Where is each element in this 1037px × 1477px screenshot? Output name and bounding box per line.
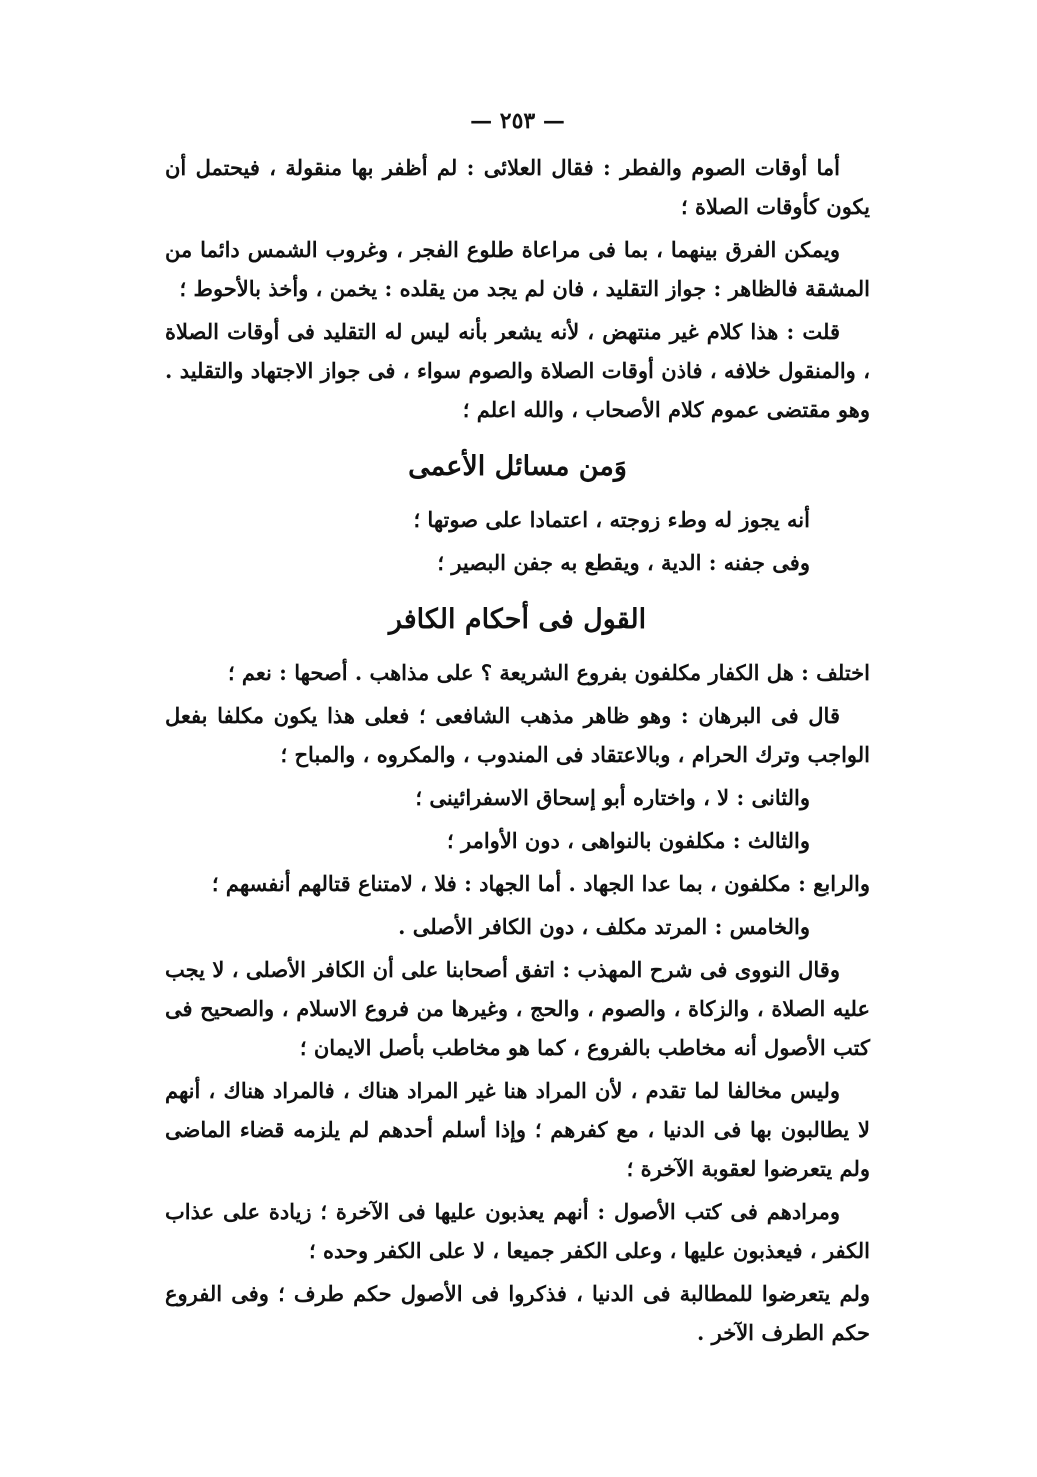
paragraph: والخامس : المرتد مكلف ، دون الكافر الأصلى .	[398, 914, 810, 939]
paragraph: قال فى البرهان : وهو ظاهر مذهب الشافعى ؛ فعلى هذا يكون مكلفا بفعل الواجب وترك الحرام ، وبالاعتقاد فى المندوب ، والمكروه ، والمباح ؛	[165, 703, 870, 767]
paragraph: أنه يجوز له وطء زوجته ، اعتمادا على صوتها ؛	[413, 507, 810, 532]
paragraph: والثالث : مكلفون بالنواهى ، دون الأوامر ؛	[447, 828, 810, 853]
section-heading-disbeliever: القول فى أحكام الكافر	[388, 604, 647, 635]
paragraph: وفى جفنه : الدية ، ويقطع به جفن البصير ؛	[437, 550, 810, 575]
section-disbeliever	[165, 653, 870, 1352]
paragraph: اختلف : هل الكفار مكلفون بفروع الشريعة ؟ على مذاهب . أصحها : نعم ؛	[227, 660, 870, 685]
section-blind	[165, 500, 870, 582]
document-page	[165, 108, 870, 1356]
section-heading-blind: وَمن مسائل الأعمى	[408, 451, 627, 482]
paragraph: والرابع : مكلفون ، بما عدا الجهاد . أما الجهاد : فلا ، لامتناع قتالهم أنفسهم ؛	[211, 871, 870, 896]
section-prayer-times	[165, 148, 870, 429]
paragraph: ومرادهم فى كتب الأصول : أنهم يعذبون عليها فى الآخرة ؛ زيادة على عذاب الكفر ، فيعذبون عليها ، وعلى الكفر جميعا ، لا على الكفر وحده ؛	[165, 1199, 870, 1263]
paragraph: وليس مخالفا لما تقدم ، لأن المراد هنا غير المراد هناك ، فالمراد هناك ، أنهم لا يطالبون بها فى الدنيا ، مع كفرهم ؛ وإذا أسلم أحدهم لم يلزمه قضاء الماضى ولم يتعرضوا لعقوبة الآخرة ؛	[165, 1078, 870, 1181]
paragraph: وقال النووى فى شرح المهذب : اتفق أصحابنا على أن الكافر الأصلى ، لا يجب عليه الصلاة ، والزكاة ، والصوم ، والحج ، وغيرها من فروع الاسلام ، والصحيح فى كتب الأصول أنه مخاطب بالفروع ، كما هو مخاطب بأصل الايمان ؛	[165, 957, 870, 1060]
paragraph: أما أوقات الصوم والفطر : فقال العلائى : لم أظفر بها منقولة ، فيحتمل أن يكون كأوقات الصلاة ؛	[165, 155, 870, 219]
page-number: — ٢٥٣ —	[470, 108, 565, 134]
paragraph: ولم يتعرضوا للمطالبة فى الدنيا ، فذكروا فى الأصول حكم طرف ؛ وفى الفروع حكم الطرف الآخر .	[165, 1281, 870, 1345]
paragraph: ويمكن الفرق بينهما ، بما فى مراعاة طلوع الفجر ، وغروب الشمس دائما من المشقة فالظاهر : جواز التقليد ، فان لم يجد من يقلده : يخمن ، وأخذ بالأحوط ؛	[165, 237, 870, 301]
paragraph: والثانى : لا ، واختاره أبو إسحاق الاسفرائينى ؛	[415, 785, 810, 810]
paragraph: قلت : هذا كلام غير منتهض ، لأنه يشعر بأنه ليس له التقليد فى أوقات الصلاة ، والمنقول خلافه ، فاذن أوقات الصلاة والصوم سواء ، فى جواز الاجتهاد والتقليد . وهو مقتضى عموم كلام الأصحاب ، والله اعلم ؛	[165, 319, 870, 422]
